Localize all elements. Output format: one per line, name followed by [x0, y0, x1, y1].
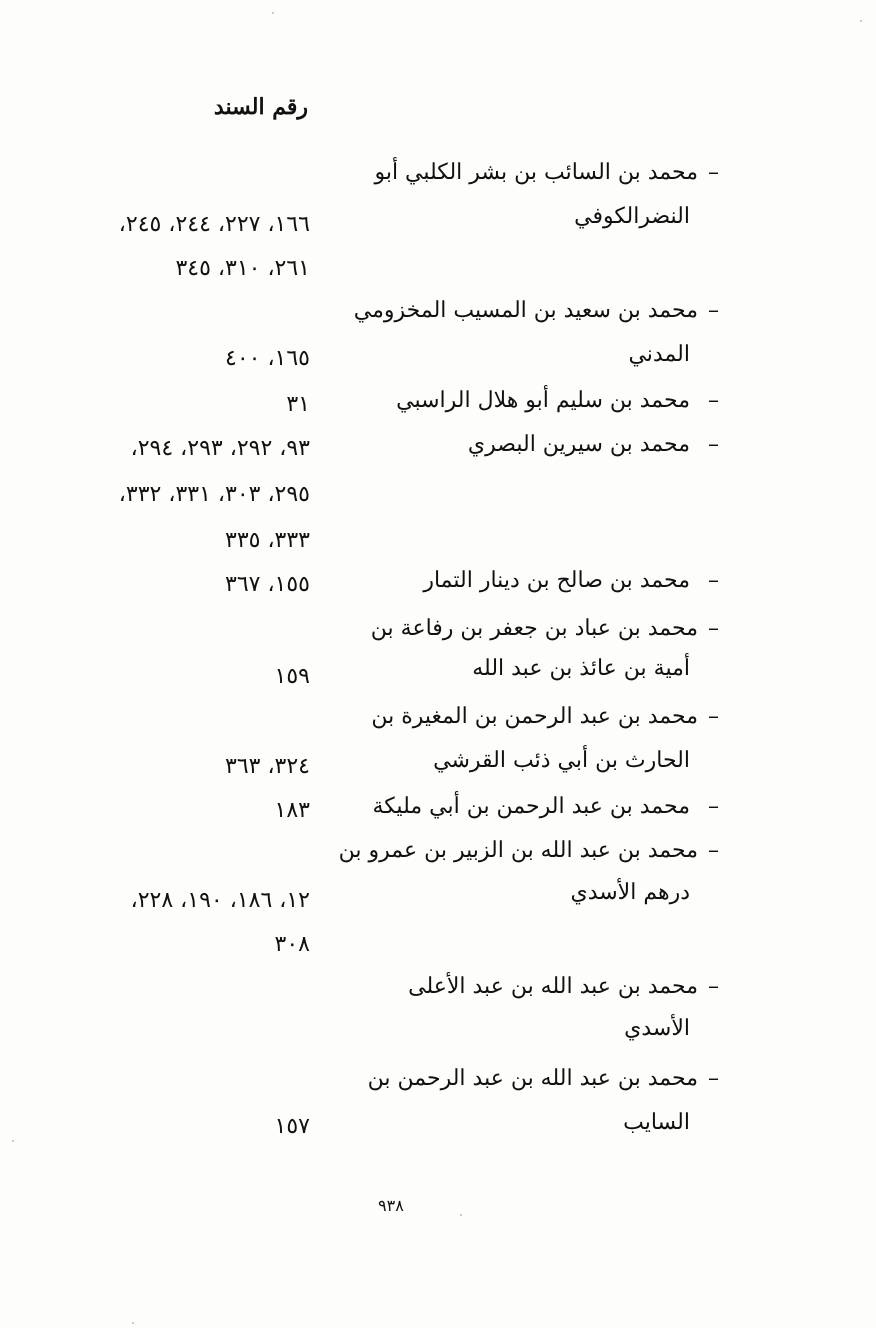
entry-name-line: محمد بن سعيد بن المسيب المخزومي [353, 298, 698, 323]
entry-refs-line: ٣٣٣، ٣٣٥ [225, 528, 310, 553]
scan-speck [860, 20, 862, 22]
scan-speck [132, 1322, 134, 1324]
column-header: رقم السند [213, 94, 308, 120]
entry-refs-line: ١٨٣ [274, 798, 310, 823]
entry-dash: – [708, 160, 719, 185]
entry-name-line: محمد بن عبد الرحمن بن أبي مليكة [372, 794, 690, 819]
entry-refs-line: ١٢، ١٨٦، ١٩٠، ٢٢٨، [130, 888, 310, 913]
entry-refs-line: ٣٢٤، ٣٦٣ [225, 754, 310, 779]
entry-name-line: الأسدي [624, 1016, 690, 1041]
entry-refs-line: ٣٠٨ [274, 932, 310, 957]
entry-name-line: محمد بن عبد الله بن عبد الرحمن بن [367, 1066, 698, 1091]
entry-dash: – [708, 1066, 719, 1091]
entry-dash: – [708, 974, 719, 999]
entry-refs-line: ٢٦١، ٣١٠، ٣٤٥ [175, 256, 310, 281]
entry-name-line: درهم الأسدي [570, 880, 690, 905]
entry-name-line: محمد بن صالح بن دينار التمار [423, 568, 690, 593]
entry-name-line: محمد بن عباد بن جعفر بن رفاعة بن [370, 616, 698, 641]
entry-name-line: محمد بن عبد الله بن عبد الأعلى [408, 974, 698, 999]
scan-speck [12, 1140, 14, 1142]
entry-refs-line: ٢٩٥، ٣٠٣، ٣٣١، ٣٣٢، [118, 482, 310, 507]
entry-dash: – [708, 388, 719, 413]
entry-refs-line: ١٦٥، ٤٠٠ [225, 346, 310, 371]
entry-name-line: محمد بن عبد الرحمن بن المغيرة بن [371, 704, 698, 729]
entry-name-line: محمد بن عبد الله بن الزبير بن عمرو بن [338, 838, 698, 863]
entry-dash: – [708, 794, 719, 819]
entry-dash: – [708, 432, 719, 457]
entry-dash: – [708, 568, 719, 593]
entry-refs-line: ١٦٦، ٢٢٧، ٢٤٤، ٢٤٥، [118, 212, 310, 237]
entry-refs-line: ٩٣، ٢٩٢، ٢٩٣، ٢٩٤، [130, 436, 310, 461]
entry-name-line: محمد بن السائب بن بشر الكلبي أبو [374, 160, 698, 185]
scan-speck [460, 1214, 462, 1216]
entry-name-line: السايب [623, 1110, 690, 1135]
entry-refs-line: ٣١ [286, 392, 310, 417]
entry-name-line: محمد بن سيرين البصري [467, 432, 690, 457]
entry-name-line: الحارث بن أبي ذئب القرشي [433, 748, 690, 773]
entry-dash: – [708, 616, 719, 641]
entry-name-line: النضرالكوفي [574, 204, 690, 229]
entry-refs-line: ١٥٧ [274, 1114, 310, 1139]
entry-name-line: محمد بن سليم أبو هلال الراسبي [396, 388, 690, 413]
entry-name-line: المدني [628, 342, 690, 367]
entry-name-line: أمية بن عائذ بن عبد الله [472, 656, 690, 681]
entry-dash: – [708, 704, 719, 729]
page-number: ٩٣٨ [378, 1196, 404, 1215]
entry-dash: – [708, 298, 719, 323]
scan-speck [272, 12, 274, 14]
entry-refs-line: ١٥٩ [274, 664, 310, 689]
entry-dash: – [708, 838, 719, 863]
entry-refs-line: ١٥٥، ٣٦٧ [225, 572, 310, 597]
